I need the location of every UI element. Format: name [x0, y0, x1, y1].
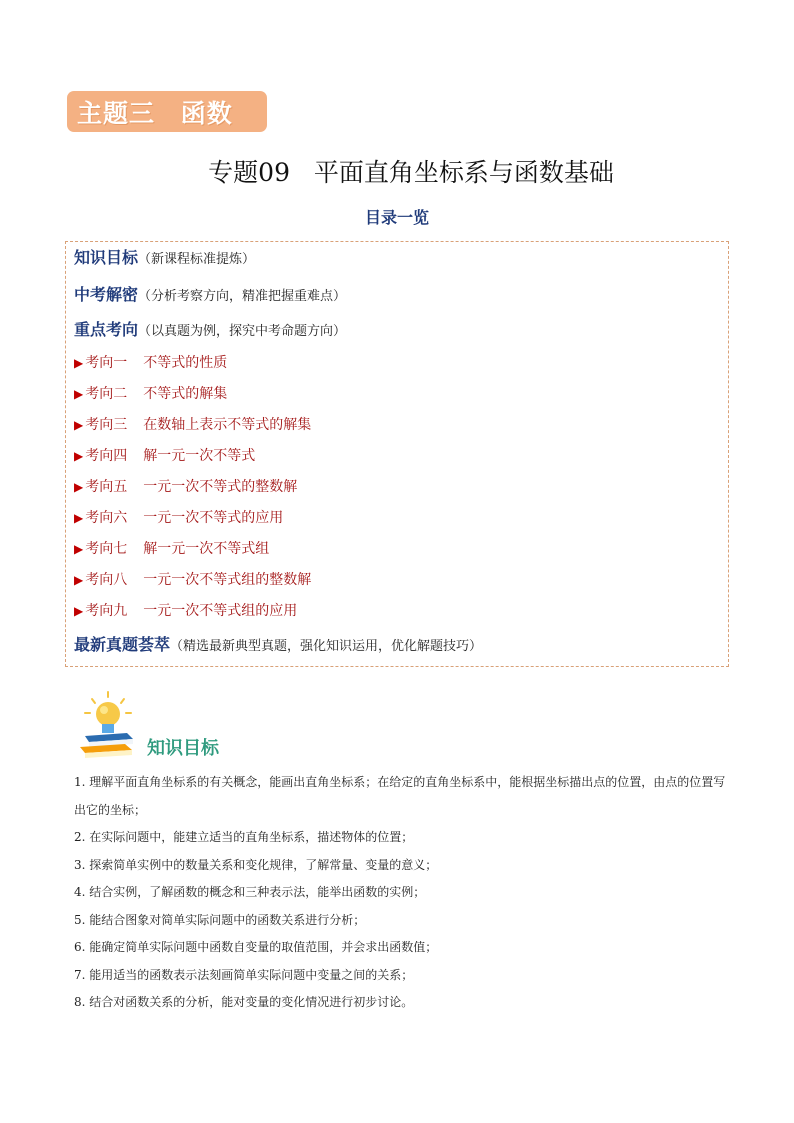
objective-item: 8. 结合对函数关系的分析，能对变量的变化情况进行初步讨论。	[74, 995, 414, 1009]
toc-item-number: 考向四	[85, 448, 128, 464]
toc-entry-label: 最新真题荟萃	[74, 635, 171, 654]
objective-item: 1. 理解平面直角坐标系的有关概念，能画出直角坐标系；在给定的直角坐标系中，能根据坐标描出点的位置，由点的位置写出它的坐标；	[74, 775, 726, 817]
triangle-right-icon: ▶	[74, 604, 84, 618]
toc-item-number: 考向六	[85, 510, 128, 526]
toc-item[interactable]	[74, 600, 297, 620]
triangle-right-icon: ▶	[74, 573, 84, 587]
triangle-right-icon: ▶	[74, 511, 84, 525]
toc-item-text: 一元一次不等式的整数解	[143, 479, 298, 495]
toc-item-text: 一元一次不等式组的整数解	[143, 572, 312, 588]
theme-badge: 主题三 函数	[67, 91, 267, 132]
toc-item[interactable]	[74, 538, 269, 558]
toc-entry-label: 中考解密	[74, 285, 139, 304]
toc-item-number: 考向一	[85, 355, 128, 371]
toc-item-number: 考向三	[85, 417, 128, 433]
lightbulb-books-icon	[77, 690, 139, 760]
objective-item: 7. 能用适当的函数表示法刻画简单实际问题中变量之间的关系；	[74, 967, 414, 982]
toc-item-text: 解一元一次不等式	[143, 448, 256, 464]
toc-item[interactable]	[74, 383, 227, 403]
page-title: 专题09 平面直角坐标系与函数基础	[208, 158, 614, 187]
toc-entry-label: 知识目标	[74, 248, 139, 267]
toc-item-number: 考向七	[85, 541, 128, 557]
toc-entry[interactable]	[74, 632, 482, 655]
toc-item-text: 一元一次不等式组的应用	[143, 603, 298, 619]
toc-entry-note: （分析考察方向，精准把握重难点）	[138, 289, 347, 304]
triangle-right-icon: ▶	[74, 418, 84, 432]
toc-item-text: 一元一次不等式的应用	[143, 510, 284, 526]
toc-entry-note: （精选最新典型真题，强化知识运用，优化解题技巧）	[170, 639, 483, 654]
toc-item[interactable]	[74, 445, 255, 465]
toc-item-text: 在数轴上表示不等式的解集	[143, 417, 312, 433]
triangle-right-icon: ▶	[74, 356, 84, 370]
toc-item-text: 解一元一次不等式组	[143, 541, 270, 557]
toc-entry[interactable]	[74, 245, 255, 268]
objective-item: 3. 探索简单实例中的数量关系和变化规律，了解常量、变量的意义；	[74, 857, 438, 872]
toc-entry-note: （以真题为例，探究中考命题方向）	[138, 324, 347, 339]
toc-item-number: 考向八	[85, 572, 128, 588]
objective-item: 5. 能结合图象对简单实际问题中的函数关系进行分析；	[74, 912, 366, 927]
toc-item-text: 不等式的解集	[143, 386, 228, 402]
toc-item[interactable]	[74, 507, 283, 527]
toc-item[interactable]	[74, 414, 311, 434]
toc-item[interactable]	[74, 476, 297, 496]
section-title: 知识目标	[147, 738, 219, 759]
toc-item[interactable]	[74, 352, 227, 372]
objectives-list	[74, 769, 734, 1017]
objective-item: 6. 能确定简单实际问题中函数自变量的取值范围，并会求出函数值；	[74, 940, 438, 954]
toc-entry-label: 重点考向	[74, 320, 139, 339]
objective-item: 4. 结合实例，了解函数的概念和三种表示法，能举出函数的实例；	[74, 885, 426, 899]
toc-entry[interactable]	[74, 282, 346, 305]
toc-entry[interactable]	[74, 317, 346, 340]
toc-item-text: 不等式的性质	[143, 355, 228, 371]
triangle-right-icon: ▶	[74, 480, 84, 494]
objective-item: 2. 在实际问题中，能建立适当的直角坐标系，描述物体的位置；	[74, 830, 414, 844]
toc-item[interactable]	[74, 569, 311, 589]
toc-box	[65, 241, 729, 667]
toc-item-number: 考向九	[85, 603, 128, 619]
toc-entry-note: （新课程标准提炼）	[138, 252, 256, 267]
triangle-right-icon: ▶	[74, 387, 84, 401]
triangle-right-icon: ▶	[74, 542, 84, 556]
triangle-right-icon: ▶	[74, 449, 84, 463]
toc-item-number: 考向五	[85, 479, 128, 495]
toc-heading: 目录一览	[364, 208, 429, 227]
toc-item-number: 考向二	[85, 386, 128, 402]
